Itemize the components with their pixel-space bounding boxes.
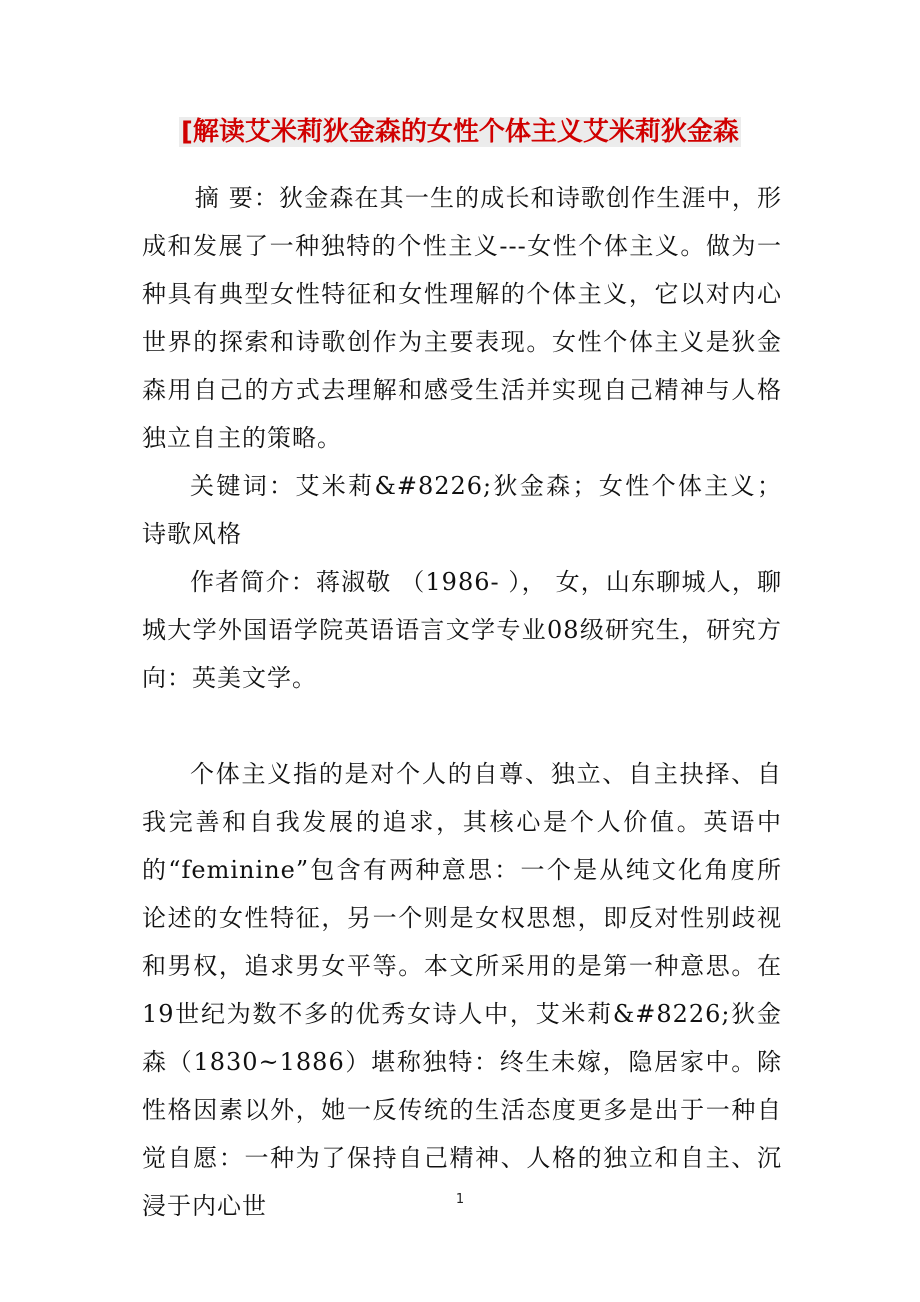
document-body [142, 174, 782, 1230]
keywords-paragraph: 关键词：艾米莉&#8226;狄金森；女性个体主义；诗歌风格 [142, 472, 782, 548]
document-title-text: [解读艾米莉狄金森的女性个体主义艾米莉狄金森 [181, 117, 739, 147]
document-title [0, 112, 920, 152]
body-paragraph: 个体主义指的是对个人的自尊、独立、自主抉择、自我完善和自我发展的追求，其核心是个人价值。英语中的“feminine”包含有两种意思：一个是从纯文化角度所论述的女性特征，另一个则是女权思想，即反对性别歧视和男权，追求男女平等。本文所采用的是第一种意思。在19世纪为数不多的优秀女诗人中，艾米莉&#8226;狄金森（1830~1886）堪称独特：终生未嫁，隐居家中。除性格因素以外，她一反传统的生活态度更多是出于一种自觉自愿：一种为了保持自己精神、人格的独立和自主、沉浸于内心世 [142, 760, 782, 1220]
abstract-paragraph: 摘 要：狄金森在其一生的成长和诗歌创作生涯中，形成和发展了一种独特的个性主义---女性个体主义。做为一种具有典型女性特征和女性理解的个体主义，它以对内心世界的探索和诗歌创作为主要表现。女性个体主义是狄金森用自己的方式去理解和感受生活并实现自己精神与人格独立自主的策略。 [142, 184, 782, 452]
author-paragraph: 作者简介：蒋淑敬 （1986- ）， 女，山东聊城人，聊城大学外国语学院英语语言文学专业08级研究生，研究方向：英美文学。 [142, 568, 782, 692]
page-number: 1 [455, 1192, 465, 1207]
paragraph-spacer [142, 702, 782, 750]
